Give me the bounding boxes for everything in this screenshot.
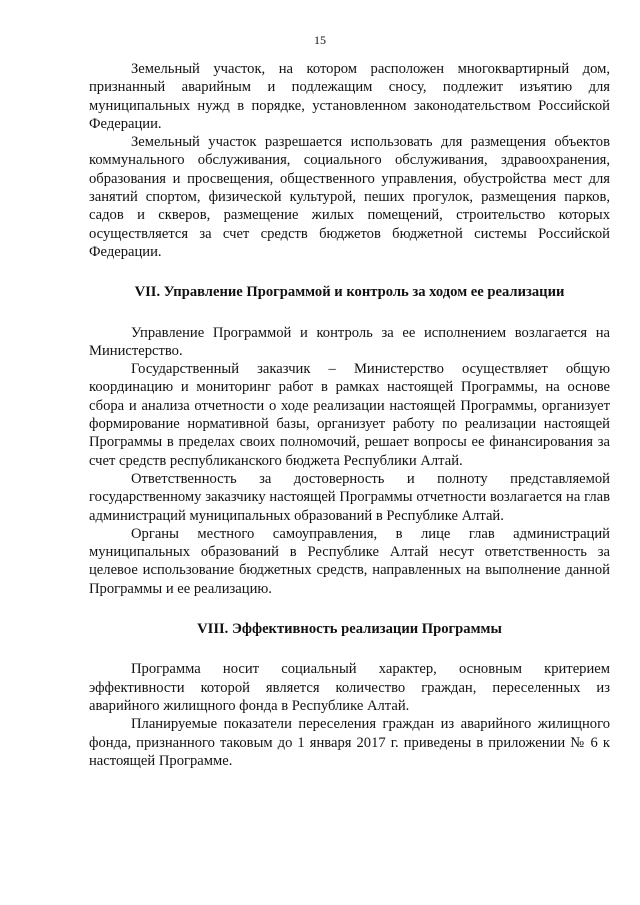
section-heading-7: VII. Управление Программой и контроль за ходом ее реализации <box>134 284 565 301</box>
section-heading-8: VIII. Эффективность реализации Программы <box>197 621 502 638</box>
page-content <box>89 60 610 770</box>
paragraph: Управление Программой и контроль за ее исполнением возлагается на Министерство. <box>89 324 610 359</box>
paragraph: Ответственность за достоверность и полноту представляемой государственному заказчику настоящей Программы отчетности возлагается на глав администраций муниципальных образований в Республике Алтай. <box>89 470 610 524</box>
paragraph: Земельный участок разрешается использовать для размещения объектов коммунального обслуживания, социального обслуживания, здравоохранения, образования и просвещения, общественного управления, обустройства мест для занятий спортом, физической культурой, пеших прогулок, размещения парков, садов и скверов, размещение жилых помещений, строительство которых осуществляется за счет средств бюджетов бюджетной системы Российской Федерации. <box>89 134 610 260</box>
paragraph: Органы местного самоуправления, в лице глав администраций муниципальных образований в Республике Алтай несут ответственность за целевое использование бюджетных средств, направленных на выполнение данной Программы и ее реализацию. <box>89 525 610 597</box>
paragraph: Программа носит социальный характер, основным критерием эффективности которой является количество граждан, переселенных из аварийного жилищного фонда в Республике Алтай. <box>89 661 610 714</box>
paragraph: Государственный заказчик – Министерство осуществляет общую координацию и мониторинг работ в рамках настоящей Программы, на основе сбора и анализа отчетности о ходе реализации настоящей Программы, организует формирование нормативной базы, организует работу по реализации настоящей Программы в пределах своих полномочий, решает вопросы ее финансирования за счет средств республиканского бюджета Республики Алтай. <box>89 361 610 469</box>
page-number: 15 <box>314 33 326 47</box>
paragraph: Планируемые показатели переселения граждан из аварийного жилищного фонда, признанного таковым до 1 января 2017 г. приведены в приложении № 6 к настоящей Программе. <box>89 716 610 769</box>
paragraph: Земельный участок, на котором расположен многоквартирный дом, признанный аварийным и подлежащим сносу, подлежит изъятию для муниципальных нужд в порядке, установленном законодательством Российской Федерации. <box>89 61 610 132</box>
